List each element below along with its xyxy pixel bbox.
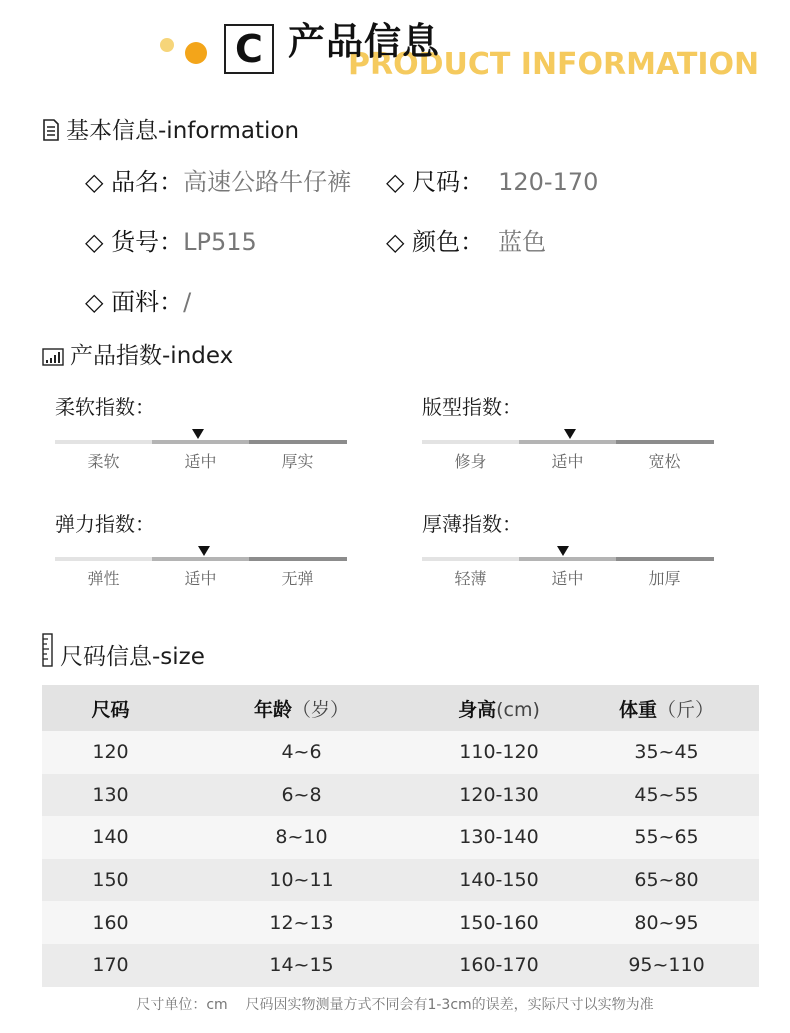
table-cell: 140 (42, 816, 179, 859)
info-value: / (183, 288, 192, 316)
document-icon (42, 119, 60, 148)
table-cell: 140-150 (424, 859, 574, 902)
index-title-softness: 柔软指数： (55, 395, 155, 419)
scale-segment (519, 557, 616, 561)
scale-label: 轻薄 (454, 569, 487, 588)
table-cell: 120-130 (424, 774, 574, 817)
table-cell: 8~10 (179, 816, 424, 859)
info-label: ◇ 颜色： (386, 228, 485, 256)
size-table (42, 685, 759, 987)
scale-label: 修身 (454, 452, 487, 471)
info-item-size (386, 167, 598, 197)
index-marker-fit (564, 429, 576, 439)
page-title-en: PRODUCT INFORMATION (348, 47, 760, 82)
index-scale-fit (422, 440, 714, 444)
table-cell: 10~11 (179, 859, 424, 902)
column-header: 尺码 (42, 685, 179, 731)
column-header: 年龄（岁） (179, 685, 424, 731)
scale-label: 适中 (551, 569, 584, 588)
size-footnote: 尺寸单位：cm 尺码因实物测量方式不同会有1-3cm的误差，实际尺寸以实物为准 (136, 997, 654, 1013)
table-cell: 130-140 (424, 816, 574, 859)
table-row (42, 816, 759, 859)
info-label: ◇ 面料： (85, 288, 184, 316)
scale-segment (249, 440, 347, 444)
index-scale-thickness (422, 557, 714, 561)
table-cell: 150 (42, 859, 179, 902)
table-cell: 55~65 (574, 816, 759, 859)
info-value: 蓝色 (498, 228, 547, 256)
table-cell: 95~110 (574, 944, 759, 987)
scale-segment (55, 440, 152, 444)
table-cell: 170 (42, 944, 179, 987)
scale-segment (422, 557, 519, 561)
ruler-icon (42, 633, 54, 674)
info-item-color (386, 227, 546, 257)
index-heading (42, 342, 233, 373)
size-heading-text: 尺码信息-size (60, 644, 205, 670)
index-scale-elasticity (55, 557, 347, 561)
scale-label: 宽松 (648, 452, 681, 471)
scale-segment (152, 557, 249, 561)
table-cell: 35~45 (574, 731, 759, 774)
scale-segment (152, 440, 249, 444)
scale-segment (519, 440, 616, 444)
index-marker-elasticity (198, 546, 210, 556)
info-item-fabric (85, 287, 191, 317)
basic-info-heading-text: 基本信息-information (66, 118, 300, 144)
scale-segment (249, 557, 347, 561)
scale-label: 弹性 (87, 569, 120, 588)
scale-label: 柔软 (87, 452, 120, 471)
index-title-elasticity: 弹力指数： (55, 512, 155, 536)
decor-dot-large (185, 42, 207, 64)
info-label: ◇ 尺码： (386, 168, 485, 196)
index-marker-softness (192, 429, 204, 439)
table-row (42, 944, 759, 987)
table-cell: 14~15 (179, 944, 424, 987)
page-title: 产品信息 (288, 20, 440, 63)
table-cell: 160-170 (424, 944, 574, 987)
table-cell: 12~13 (179, 901, 424, 944)
scale-segment (616, 557, 714, 561)
index-marker-thickness (557, 546, 569, 556)
table-row (42, 901, 759, 944)
table-cell: 80~95 (574, 901, 759, 944)
table-cell: 6~8 (179, 774, 424, 817)
info-value: 120-170 (498, 168, 599, 196)
column-header: 身高(cm) (424, 685, 574, 731)
table-header-row (42, 685, 759, 731)
table-row (42, 774, 759, 817)
signal-bars-icon (42, 345, 64, 373)
scale-label: 适中 (551, 452, 584, 471)
scale-segment (422, 440, 519, 444)
table-cell: 45~55 (574, 774, 759, 817)
column-header: 体重（斤） (574, 685, 759, 731)
info-item-name (85, 167, 351, 197)
scale-label: 厚实 (281, 452, 314, 471)
section-badge: C (224, 24, 274, 74)
basic-info-heading (42, 117, 299, 148)
table-cell: 4~6 (179, 731, 424, 774)
size-heading (42, 633, 205, 674)
table-cell: 130 (42, 774, 179, 817)
scale-label: 加厚 (648, 569, 681, 588)
info-label: ◇ 货号： (85, 228, 184, 256)
table-cell: 65~80 (574, 859, 759, 902)
index-title-thickness: 厚薄指数： (422, 512, 522, 536)
decor-dot-small (160, 38, 174, 52)
table-row (42, 731, 759, 774)
info-item-code (85, 227, 257, 257)
scale-segment (616, 440, 714, 444)
table-row (42, 859, 759, 902)
table-cell: 150-160 (424, 901, 574, 944)
scale-label: 适中 (184, 569, 217, 588)
info-label: ◇ 品名： (85, 168, 184, 196)
info-value: LP515 (183, 228, 257, 256)
table-cell: 160 (42, 901, 179, 944)
table-cell: 110-120 (424, 731, 574, 774)
index-heading-text: 产品指数-index (70, 343, 234, 369)
index-scale-softness (55, 440, 347, 444)
info-value: 高速公路牛仔裤 (183, 168, 352, 196)
scale-label: 无弹 (281, 569, 314, 588)
scale-label: 适中 (184, 452, 217, 471)
index-title-fit: 版型指数： (422, 395, 522, 419)
scale-segment (55, 557, 152, 561)
table-cell: 120 (42, 731, 179, 774)
